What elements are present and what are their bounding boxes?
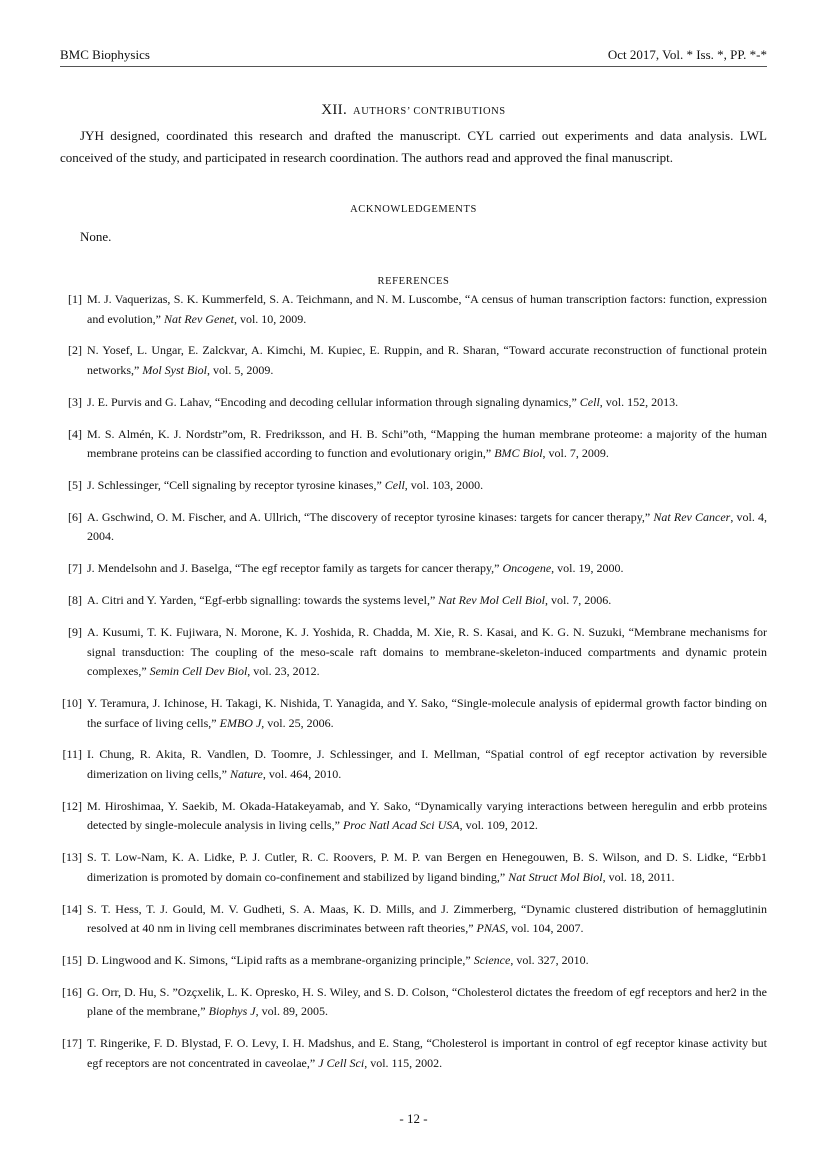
reference-text: N. Yosef, L. Ungar, E. Zalckvar, A. Kimchi, M. Kupiec, E. Ruppin, and R. Sharan, “Toward accurate reconstruction of functional protein networks,” [87, 343, 767, 377]
reference-journal: Semin Cell Dev Biol [149, 664, 248, 679]
reference-label: [9] [68, 625, 82, 640]
reference-details: , vol. 5, 2009. [207, 362, 274, 377]
reference-item [60, 508, 767, 547]
reference-journal: Cell [384, 478, 405, 493]
section-heading [60, 102, 767, 119]
reference-text: A. Citri and Y. Yarden, “Egf-erbb signalling: towards the systems level,” [87, 593, 439, 608]
reference-item [60, 694, 767, 733]
reference-details: , vol. 25, 2006. [261, 715, 334, 730]
reference-list [60, 290, 767, 1086]
reference-label: [11] [62, 747, 82, 762]
reference-details: , vol. 23, 2012. [247, 664, 320, 679]
reference-text: J. E. Purvis and G. Lahav, “Encoding and decoding cellular information through signaling dynamics,” [87, 394, 580, 409]
reference-details: , vol. 327, 2010. [510, 952, 589, 967]
reference-text: J. Schlessinger, “Cell signaling by receptor tyrosine kinases,” [87, 478, 385, 493]
reference-item [60, 951, 767, 971]
reference-details: , vol. 7, 2006. [544, 593, 612, 608]
reference-text: S. T. Low-Nam, K. A. Lidke, P. J. Cutler, R. C. Roovers, P. M. P. van Bergen en Henegouwen, B. S. Wilson, and D. S. Lidke, “Erbb1 dimerization is promoted by domain co-confinement and stabilized by ligand binding,” [87, 850, 767, 884]
acknowledgements-body: None. [80, 229, 112, 244]
reference-text: A. Gschwind, O. M. Fischer, and A. Ullrich, “The discovery of receptor tyrosine kinases: targets for cancer therapy,” [87, 509, 654, 524]
reference-label: [2] [68, 343, 82, 358]
reference-details: , vol. 115, 2002. [364, 1055, 443, 1070]
page-number: - 12 - [399, 1111, 428, 1126]
reference-details: , vol. 464, 2010. [262, 766, 342, 781]
reference-label: [12] [62, 798, 82, 813]
running-header [60, 47, 767, 67]
reference-details: , vol. 10, 2009. [233, 311, 307, 326]
references-heading: REFERENCES [377, 276, 450, 287]
reference-item [60, 900, 767, 939]
reference-text: M. J. Vaquerizas, S. K. Kummerfeld, S. A. Teichmann, and N. M. Luscombe, “A census of human transcription factors: function, expression and evolution,” [87, 292, 767, 326]
reference-journal: EMBO J [219, 715, 262, 730]
reference-item [60, 797, 767, 836]
reference-text: G. Orr, D. Hu, S. ”Ozçxelik, L. K. Opresko, H. S. Wiley, and S. D. Colson, “Cholesterol dictates the freedom of egf receptors and her2 in the plane of the membrane,” [87, 984, 767, 1019]
reference-item [60, 848, 767, 887]
reference-journal: PNAS [476, 921, 506, 936]
reference-text: T. Ringerike, F. D. Blystad, F. O. Levy, I. H. Madshus, and E. Stang, “Cholesterol is important in control of egf receptor kinase activity but egf receptors are not concentrated in caveolae,” [87, 1036, 767, 1070]
reference-label: [10] [62, 696, 82, 711]
reference-details: , vol. 4, 2004. [87, 509, 767, 544]
reference-item [60, 425, 767, 464]
issue-info: Oct 2017, Vol. * Iss. *, PP. *-* [607, 47, 767, 62]
reference-label: [7] [68, 561, 82, 576]
reference-text: M. Hiroshimaa, Y. Saekib, M. Okada-Hatakeyamab, and Y. Sako, “Dynamically varying interactions between heregulin and erbb proteins detected by single-molecule analysis in living cells,” [87, 798, 767, 833]
reference-journal: Cell [579, 394, 600, 409]
reference-details: , vol. 89, 2005. [255, 1004, 328, 1019]
reference-journal: Nature [229, 766, 263, 781]
reference-details: , vol. 109, 2012. [459, 818, 538, 833]
reference-item [60, 559, 767, 579]
reference-label: [15] [62, 952, 82, 967]
reference-text: A. Kusumi, T. K. Fujiwara, N. Morone, K. J. Yoshida, R. Chadda, M. Xie, R. S. Kasai, and K. G. N. Suzuki, “Membrane mechanisms for signal transduction: The coupling of the meso-scale raft domains to membrane-skeleton-induced compartments and dynamic protein complexes,” [87, 625, 767, 679]
section-number: XII. [321, 102, 348, 118]
reference-journal: Nat Rev Genet [163, 311, 234, 326]
reference-item [60, 623, 767, 682]
reference-label: [17] [62, 1036, 82, 1051]
reference-item [60, 591, 767, 611]
reference-text: Y. Teramura, J. Ichinose, H. Takagi, K. Nishida, T. Yanagida, and Y. Sako, “Single-molecule analysis of epidermal growth factor binding on the surface of living cells,” [87, 696, 767, 730]
reference-journal: Biophys J [208, 1004, 256, 1019]
reference-journal: Oncogene [502, 561, 552, 576]
reference-label: [1] [68, 292, 82, 306]
reference-label: [4] [68, 426, 82, 441]
reference-journal: Nat Struct Mol Biol [508, 869, 603, 884]
reference-item [60, 393, 767, 413]
contributions-paragraph: JYH designed, coordinated this research and drafted the manuscript. CYL carried out experiments and data analysis. LWL conceived of the study, and participated in research coordination. The authors read and approved the final manuscript. [60, 128, 767, 165]
reference-text: D. Lingwood and K. Simons, “Lipid rafts as a membrane-organizing principle,” [87, 952, 474, 967]
reference-details: , vol. 104, 2007. [505, 921, 584, 936]
reference-journal: Nat Rev Mol Cell Biol [438, 593, 545, 608]
reference-item [60, 341, 767, 380]
reference-item [60, 290, 767, 329]
reference-text: S. T. Hess, T. J. Gould, M. V. Gudheti, S. A. Maas, K. D. Mills, and J. Zimmerberg, “Dynamic clustered distribution of hemagglutinin resolved at 40 nm in living cell membranes discriminates between raft theories,” [87, 901, 767, 936]
acknowledgements-heading: ACKNOWLEDGEMENTS [350, 204, 477, 215]
reference-label: [3] [68, 394, 82, 409]
reference-journal: J Cell Sci [318, 1055, 365, 1070]
reference-journal: Science [473, 952, 511, 967]
reference-item [60, 476, 767, 496]
reference-text: J. Mendelsohn and J. Baselga, “The egf receptor family as targets for cancer therapy,” [87, 561, 503, 576]
reference-details: , vol. 19, 2000. [551, 561, 624, 576]
section-title: AUTHORS’ CONTRIBUTIONS [353, 106, 506, 117]
journal-name: BMC Biophysics [60, 47, 150, 62]
reference-text: I. Chung, R. Akita, R. Vandlen, D. Toomre, J. Schlessinger, and I. Mellman, “Spatial control of egf receptor activation by reversible dimerization on living cells,” [87, 747, 767, 781]
reference-item [60, 1034, 767, 1073]
reference-label: [8] [68, 593, 82, 608]
reference-item [60, 745, 767, 784]
reference-label: [13] [62, 850, 82, 865]
reference-details: , vol. 18, 2011. [602, 869, 675, 884]
reference-journal: Nat Rev Cancer [653, 509, 731, 524]
reference-details: , vol. 152, 2013. [599, 394, 679, 409]
reference-item [60, 983, 767, 1022]
reference-details: , vol. 103, 2000. [404, 478, 484, 493]
reference-label: [5] [68, 478, 82, 493]
reference-details: , vol. 7, 2009. [542, 446, 609, 461]
reference-label: [6] [68, 509, 82, 524]
reference-text: M. S. Almén, K. J. Nordstr”om, R. Fredriksson, and H. B. Schi”oth, “Mapping the human membrane proteome: a majority of the human membrane proteins can be classified according to function and evolutionary origin,” [87, 426, 767, 461]
reference-label: [16] [62, 984, 82, 999]
reference-journal: Proc Natl Acad Sci USA [342, 818, 460, 833]
reference-label: [14] [62, 901, 82, 916]
reference-journal: Mol Syst Biol [142, 362, 207, 377]
reference-journal: BMC Biol [494, 446, 543, 461]
